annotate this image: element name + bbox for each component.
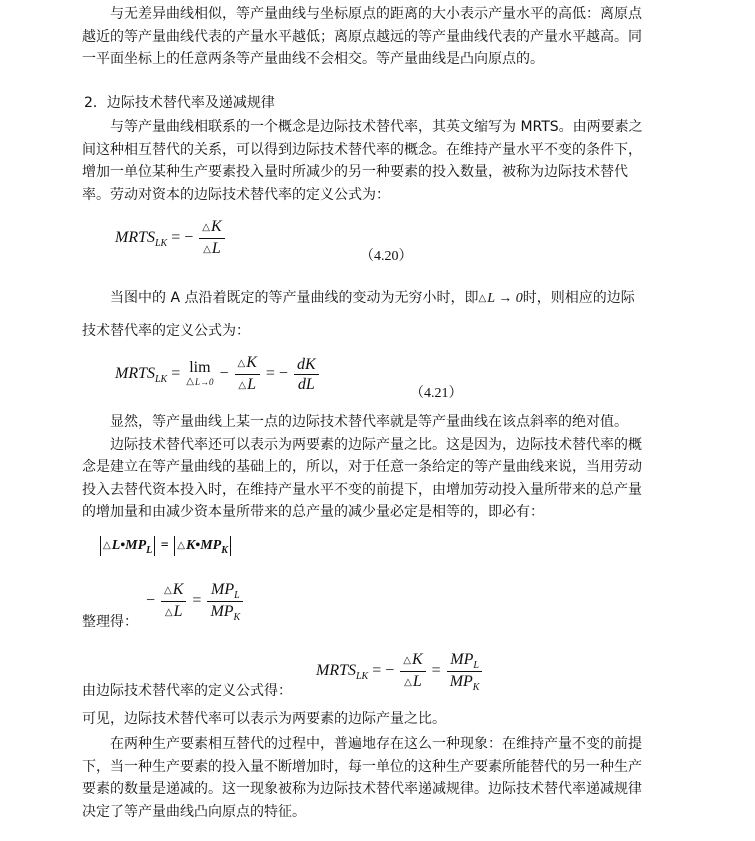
equals: = — [171, 365, 181, 383]
text-line: 技术替代率的定义公式为： — [82, 323, 250, 339]
equals-minus: = − — [265, 365, 288, 383]
denominator: L — [412, 673, 422, 690]
equation-4-21 — [115, 353, 321, 396]
delta-icon: △ — [164, 607, 173, 618]
equals-minus: = − — [171, 229, 194, 247]
numerator: K — [246, 354, 257, 371]
mrts-symbol: MRTS — [316, 662, 356, 680]
numerator: K — [411, 651, 423, 668]
inline-math: L → 0 — [487, 291, 523, 306]
denominator: L — [247, 376, 256, 393]
equation-4-20 — [115, 217, 227, 260]
denominator: dL — [294, 374, 319, 394]
denominator: MP — [449, 673, 473, 690]
text-line: 与无差异曲线相似，等产量曲线与坐标原点的距离的大小表示产量水平的高低：离原点 — [110, 6, 642, 22]
numerator: MP — [450, 651, 474, 668]
subscript: L — [146, 545, 153, 557]
text-line — [110, 289, 635, 309]
text-line: 在两种生产要素相互替代的过程中，普遍地存在这么一种现象：在维持产量不变的前提 — [110, 736, 642, 752]
subscript: K — [472, 682, 480, 693]
delta-icon: △ — [478, 293, 487, 304]
subscript: LK — [356, 671, 369, 683]
subscript: LK — [155, 238, 168, 250]
equals: = — [431, 662, 441, 680]
delta-icon: △ — [164, 585, 172, 596]
limit — [186, 360, 213, 390]
equals: = — [192, 592, 202, 610]
equals-minus: = − — [372, 662, 395, 680]
lim-subscript: L→0 — [194, 376, 214, 387]
text-line: 要素的数量是递减的。这一现象被称为边际技术替代率递减规律。边际技术替代率递减规律 — [82, 781, 642, 797]
text-line: 与等产量曲线相联系的一个概念是边际技术替代率，其英文缩写为 MRTS。由两要素之 — [110, 119, 643, 135]
text-segment: 当图中的 A 点沿着既定的等产量曲线的变动为无穷小时，即 — [110, 290, 479, 306]
fraction — [447, 650, 483, 693]
mrts-symbol: MRTS — [115, 365, 155, 383]
label-rearranged: 整理得： — [82, 614, 138, 630]
label-from-definition: 由边际技术替代率的定义公式得： — [82, 683, 292, 699]
minus: − — [146, 592, 156, 610]
fraction — [161, 580, 186, 623]
numerator: K — [172, 581, 184, 598]
delta-icon: △ — [103, 540, 111, 552]
fraction — [199, 217, 224, 260]
text-line: 投入去替代资本投入时，在维持产量水平不变的前提下，由增加劳动投入量所带来的总产量 — [82, 482, 642, 498]
equation-ratio — [146, 580, 245, 623]
numerator: dK — [296, 356, 316, 373]
numerator: MP — [210, 581, 235, 598]
equation-number: （4.20） — [360, 249, 413, 264]
fraction — [294, 355, 319, 394]
text-line: 下，当一种生产要素的投入量不断增加时，每一单位的这种生产要素所能替代的另一种生产 — [82, 759, 642, 775]
equation-abs-equality — [98, 536, 233, 556]
equals: = — [160, 538, 169, 554]
delta-icon: △ — [202, 222, 210, 233]
delta-icon: △ — [186, 375, 194, 387]
delta-icon: △ — [203, 244, 211, 255]
denominator: L — [211, 240, 221, 257]
equation-final — [316, 650, 484, 693]
text-line: 越近的等产量曲线代表的产量水平越低；离原点越远的等产量曲线代表的产量水平越高。同 — [82, 29, 642, 45]
minus: − — [219, 365, 229, 383]
delta-icon: △ — [404, 677, 412, 688]
text-segment: 时，则相应的边际 — [522, 290, 635, 306]
fraction — [235, 353, 260, 396]
lim-text: lim — [189, 358, 211, 376]
text-line: 边际技术替代率还可以表示为两要素的边际产量之比。这是因为，边际技术替代率的概 — [110, 437, 642, 453]
subscript: LK — [155, 374, 168, 386]
fraction — [207, 580, 243, 623]
delta-icon: △ — [238, 380, 247, 391]
delta-icon: △ — [403, 655, 411, 666]
subscript: L — [234, 590, 240, 601]
subscript: L — [473, 660, 479, 671]
numerator: K — [210, 218, 222, 235]
right-term: K•MP — [185, 538, 222, 554]
text-line: 显然，等产量曲线上某一点的边际技术替代率就是等产量曲线在该点斜率的绝对值。 — [110, 414, 628, 430]
text-line: 增加一单位某种生产要素投入量时所减少的另一种要素的投入数量，被称为边际技术替代 — [82, 164, 628, 180]
text-line: 一平面坐标上的任意两条等产量曲线不会相交。等产量曲线是凸向原点的。 — [82, 51, 544, 67]
text-line: 可见，边际技术替代率可以表示为两要素的边际产量之比。 — [82, 711, 446, 727]
equation-number: （4.21） — [410, 386, 463, 401]
delta-icon: △ — [237, 358, 246, 369]
text-line: 念是建立在等产量曲线的基础上的，所以，对于任意一条给定的等产量曲线来说，当用劳动 — [82, 459, 642, 475]
section-heading: 2．边际技术替代率及递减规律 — [84, 95, 275, 111]
denominator: L — [173, 603, 183, 620]
text-line: 间这种相互替代的关系，可以得到边际技术替代率的概念。在维持产量水平不变的条件下， — [82, 142, 642, 158]
delta-icon: △ — [177, 540, 185, 552]
denominator: MP — [210, 603, 234, 620]
left-term: L•MP — [111, 538, 147, 554]
text-line: 决定了等产量曲线凸向原点的特征。 — [82, 804, 306, 820]
text-line: 的增加量和由减少资本量所带来的总产量的减少量必定是相等的，即必有： — [82, 504, 544, 520]
subscript: K — [233, 612, 241, 623]
subscript: K — [221, 545, 228, 557]
text-line: 率。劳动对资本的边际技术替代率的定义公式为： — [82, 187, 390, 203]
mrts-symbol: MRTS — [115, 229, 155, 247]
fraction — [400, 650, 425, 693]
